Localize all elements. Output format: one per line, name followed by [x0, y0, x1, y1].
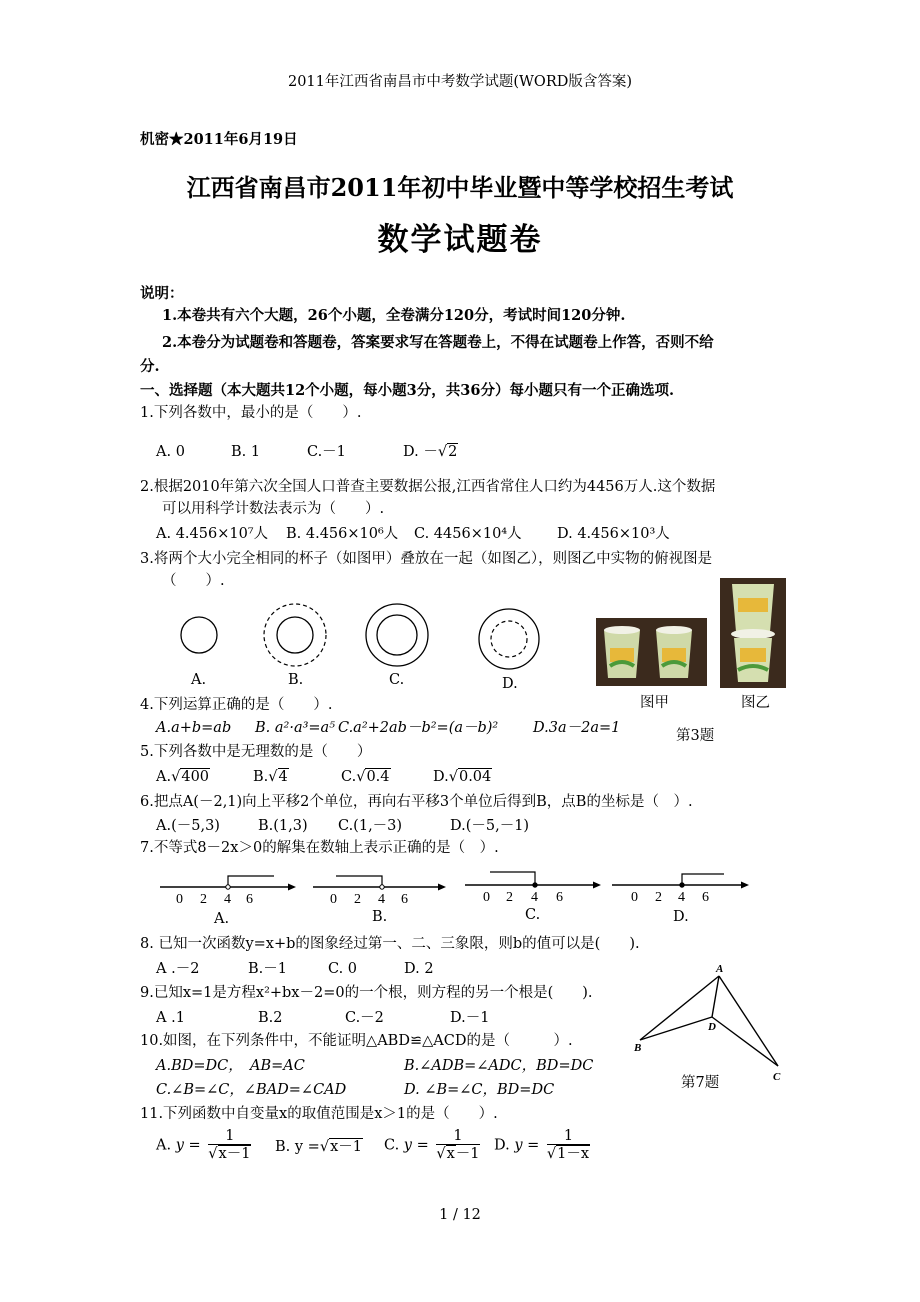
q9-option-d: D.－1 [450, 1010, 490, 1026]
q7-option-c-line [465, 872, 601, 889]
q3-label-b: B. [288, 672, 304, 688]
vertex-d-label: D [708, 1021, 716, 1033]
q4-stem: 4.下列运算正确的是（ ）. [140, 697, 333, 713]
q10-option-b: B.∠ADB=∠ADC，BD=DC [404, 1058, 594, 1074]
q4-option-b: B. a²·a³=a⁵ [255, 720, 336, 736]
q3-stem-line2: （ ）. [162, 573, 225, 589]
q6-option-b: B.(1,3) [258, 818, 308, 834]
instruction-item-1: 1.本卷共有六个大题，26个小题，全卷满分120分，考试时间120分钟. [162, 307, 626, 324]
q7-a-tick-4: 4 [224, 892, 231, 907]
q7-b-tick-2: 2 [354, 892, 361, 907]
q2-option-b: B. 4.456×10⁶人 [286, 526, 399, 542]
q7-option-a-line [160, 876, 296, 891]
cups-photo-yi [720, 578, 786, 688]
q7-d-tick-4: 4 [678, 890, 685, 905]
q10-figure-caption: 第7题 [681, 1075, 720, 1091]
q7-option-b-line [313, 876, 446, 891]
q6-option-a: A.(－5,3) [156, 818, 220, 834]
q3-option-a-figure [181, 617, 217, 653]
page-number: 1 / 12 [439, 1207, 481, 1223]
q9-option-c: C.－2 [345, 1010, 384, 1026]
q3-label-c: C. [389, 672, 405, 688]
q1-option-d: D. －√2 [403, 444, 458, 460]
q9-stem: 9.已知x=1是方程x²+bx－2=0的一个根，则方程的另一个根是( ). [140, 985, 593, 1001]
q10-option-c: C.∠B=∠C，∠BAD=∠CAD [156, 1082, 347, 1098]
q2-option-c: C. 4456×10⁴人 [414, 526, 522, 542]
vertex-b-label: B [634, 1042, 642, 1054]
q5-option-d: D.√0.04 [433, 769, 492, 785]
q7-c-tick-4: 4 [531, 890, 538, 905]
q5-option-b: B.√4 [253, 769, 288, 785]
q7-a-tick-6: 6 [246, 892, 253, 907]
q8-option-a: A .－2 [156, 961, 200, 977]
q7-option-d-line [612, 874, 749, 889]
q7-stem: 7.不等式8－2x＞0的解集在数轴上表示正确的是（ ）. [140, 840, 499, 856]
q2-stem-line2: 可以用科学计数法表示为（ ）. [162, 501, 385, 517]
q3-option-c-figure [366, 604, 428, 666]
q5-option-c: C.√0.4 [341, 769, 390, 785]
vertex-a-label: A [716, 963, 724, 975]
q6-option-d: D.(－5,－1) [450, 818, 530, 834]
q7-c-tick-2: 2 [506, 890, 513, 905]
q3-option-b-figure [264, 604, 326, 666]
q10-stem: 10.如图，在下列条件中，不能证明△ABD≌△ACD的是（ ）. [140, 1033, 573, 1049]
q6-stem: 6.把点A(－2,1)向上平移2个单位，再向右平移3个单位后得到B，点B的坐标是（ ）. [140, 794, 693, 810]
q3-label-a: A. [191, 672, 207, 688]
q8-option-c: C. 0 [328, 961, 358, 977]
q7-label-a: A. [214, 911, 230, 927]
q7-d-tick-2: 2 [655, 890, 662, 905]
q7-c-tick-6: 6 [556, 890, 563, 905]
q9-option-b: B.2 [258, 1010, 283, 1026]
q7-a-tick-2: 2 [200, 892, 207, 907]
q7-number-lines [150, 864, 760, 912]
q3-stem-line1: 3.将两个大小完全相同的杯子（如图甲）叠放在一起（如图乙），则图乙中实物的俯视图是 [140, 551, 713, 567]
q8-option-b: B.－1 [248, 961, 287, 977]
stacked-cups-illustration [720, 578, 786, 688]
q11-option-b: B. y =√x－1 [275, 1139, 362, 1155]
paper-title: 数学试题卷 [377, 222, 543, 258]
q7-label-d: D. [673, 909, 689, 925]
q8-option-d: D. 2 [404, 961, 434, 977]
q10-triangle-figure [628, 960, 788, 1084]
fig-yi-caption: 图乙 [741, 695, 770, 711]
q7-d-tick-6: 6 [702, 890, 709, 905]
q7-b-tick-0: 0 [330, 892, 337, 907]
q5-option-a: A.√400 [156, 769, 210, 785]
q1-option-a: A. 0 [156, 444, 185, 460]
q7-d-tick-0: 0 [631, 890, 638, 905]
exam-title: 江西省南昌市2011年初中毕业暨中等学校招生考试 [186, 173, 734, 202]
q7-a-tick-0: 0 [176, 892, 183, 907]
q4-option-a: A.a+b=ab [156, 720, 232, 736]
q6-option-c: C.(1,－3) [338, 818, 403, 834]
q11-option-d: D. y = $\frac{1}{√1-x}$ [494, 1128, 590, 1162]
q2-stem-line1: 2.根据2010年第六次全国人口普查主要数据公报,江西省常住人口约为4456万人.这个数据 [140, 479, 716, 495]
q4-option-d: D.3a－2a=1 [533, 720, 621, 736]
q10-option-a: A.BD=DC， AB=AC [156, 1058, 305, 1074]
q7-label-b: B. [372, 909, 388, 925]
instructions-label: 说明： [140, 285, 184, 302]
instruction-item-2: 2.本卷分为试题卷和答题卷，答案要求写在答题卷上，不得在试题卷上作答，否则不给 [162, 334, 714, 351]
q5-stem: 5.下列各数中是无理数的是（ ） [140, 744, 372, 760]
q7-c-tick-0: 0 [483, 890, 490, 905]
q1-option-c: C.－1 [307, 444, 346, 460]
vertex-c-label: C [773, 1071, 781, 1083]
q3-label-d: D. [502, 676, 518, 692]
q2-option-a: A. 4.456×10⁷人 [156, 526, 269, 542]
q9-option-a: A .1 [156, 1010, 185, 1026]
q11-option-c: C. y = $\frac{1}{√x-1}$ [384, 1128, 480, 1162]
q7-label-c: C. [525, 907, 541, 923]
q7-b-tick-6: 6 [401, 892, 408, 907]
fig-jia-caption: 图甲 [640, 695, 669, 711]
q10-option-d: D. ∠B=∠C，BD=DC [404, 1082, 555, 1098]
q2-option-d: D. 4.456×10³人 [557, 526, 670, 542]
confidential-date: 机密★2011年6月19日 [140, 131, 298, 148]
q11-stem: 11.下列函数中自变量x的取值范围是x＞1的是（ ）. [140, 1106, 498, 1122]
q11-option-a: A. y = $\frac{1}{√x-1}$ [156, 1128, 251, 1162]
cups-photo-jia [596, 618, 707, 686]
two-cups-illustration [596, 618, 707, 686]
q1-stem: 1.下列各数中，最小的是（ ）. [140, 405, 362, 421]
q3-figure-caption: 第3题 [676, 728, 715, 744]
q8-stem: 8. 已知一次函数y=x+b的图象经过第一、二、三象限，则b的值可以是( ). [140, 936, 640, 952]
running-header: 2011年江西省南昌市中考数学试题(WORD版含答案) [287, 74, 633, 90]
section-heading: 一、选择题（本大题共12个小题，每小题3分，共36分）每小题只有一个正确选项. [140, 382, 674, 399]
q7-b-tick-4: 4 [378, 892, 385, 907]
q3-option-d-figure [479, 609, 539, 669]
q4-option-c: C.a²+2ab－b²=(a－b)² [338, 720, 499, 736]
instruction-item-2-cont: 分. [140, 358, 160, 375]
q1-option-b: B. 1 [231, 444, 261, 460]
